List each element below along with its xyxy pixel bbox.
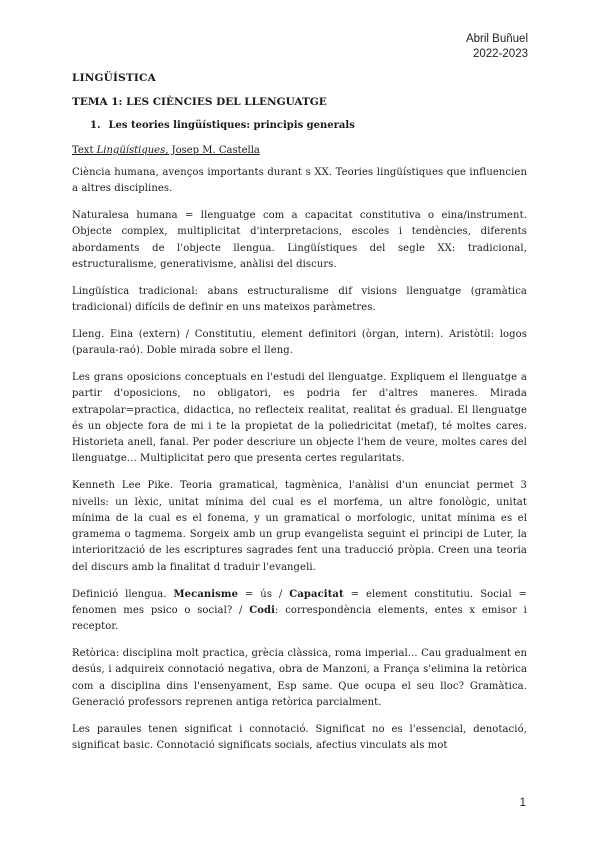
definition-paragraph [72, 587, 527, 636]
text-run: = ús / [238, 588, 290, 600]
page-header [466, 32, 528, 62]
paragraph: Les paraules tenen significat i connotació. Significat no es l'essencial, denotació, significat basic. Connotació significats socials, afectius vinculats als mot [72, 723, 527, 751]
document-title: LINGÜÍSTICA [72, 72, 156, 84]
subsection-title: Les teories lingüístiques: principis generals [108, 120, 355, 131]
paragraph: Kenneth Lee Pike. Teoria gramatical, tagmènica, l'anàlisi d'un enunciat permet 3 nivells: un lèxic, unitat mínima del cual es el morfema, un altre fonològic, unitat mínima de la cual es el fonema, y un gramatical o morfologic, unitat mínima es el gramema o tagmema. Sorgeix amb un grup evangelista seguint el principi de Luter, la interiorització de les escriptures sagrades fent una traducció pròpia. Creen una teoria del discurs amb la finalitat d traduir l'evangeli. [72, 480, 527, 573]
bold-term: Mecanisme [173, 588, 239, 600]
bold-term: Codi [249, 604, 276, 616]
document-body [72, 72, 527, 765]
paragraph: Lingüística tradicional: abans estructuralisme dif visions llenguatge (gramàtica tradicional) difícils de definir en uns mateixos paràmetres. [72, 285, 527, 314]
paragraph: Naturalesa humana = llenguatge com a capacitat constitutiva o eina/instrument. Objecte complex, multiplicitat d'interpretacions, escoles i tendències, diferents abordaments de l'objecte llengua. Lingüístiques del segle XX: tradicional, estructuralisme, generativisme, anàlisi del discurs. [72, 210, 527, 270]
text-run: = element constitutiu. Social = fenomen mes psico o social? / [72, 588, 528, 616]
page-number: 1 [519, 797, 526, 809]
bold-term: Capacitat [289, 588, 344, 600]
section-title: TEMA 1: LES CIÈNCIES DEL LLENGUATGE [72, 96, 327, 108]
author-name: Abril Buñuel [465, 33, 528, 45]
paragraph: Lleng. Eina (extern) / Constitutiu, element definitori (òrgan, intern). Aristòtil: logos (paraula-raó). Doble mirada sobre el lleng. [72, 328, 527, 357]
text-run: : correspondència elements, entes x emisor i receptor. [72, 604, 527, 633]
source-author: Josep M. Castella [168, 145, 260, 156]
paragraph: Les grans oposicions conceptuals en l'estudi del llenguatge. Expliquem el llenguatge a partir d'oposicions, no obligatori, es podria fer d'altres maneres. Mirada extrapolar=practica, didactica, no reflecteix realitat, realitat és gradual. El llenguatge és un objecte fora de mi i te la propietat de la poliedricitat (metaf), té moltes cares. Historieta anell, fanal. Per poder descriure un objecte l'hem de veure, moltes cares del llenguatge... Multiplicitat pero que presenta certes regularitats. [72, 371, 527, 465]
source-title: Lingüístiques, [96, 145, 169, 156]
text-run: Definició llengua. [72, 588, 174, 600]
source-reference [72, 145, 527, 156]
paragraph: Retòrica: disciplina molt practica, grècia clàssica, roma imperial... Cau gradualment en desús, i adquireix connotació negativa, obra de Manzoni, a França s'elimina la retòrica com a disciplina dins l'ensenyament, Esp same. Que ocupa el seu lloc? Gramàtica. Generació professors reprenen antiga retòrica parcialment. [72, 647, 527, 708]
subsection-heading [90, 120, 527, 131]
academic-year: 2022-2023 [473, 48, 528, 60]
subsection-number: 1. [90, 120, 101, 131]
paragraph: Ciència humana, avenços importants durant s XX. Teories lingüístiques que influencien a altres disciplines. [72, 167, 527, 195]
source-prefix: Text [72, 145, 97, 156]
